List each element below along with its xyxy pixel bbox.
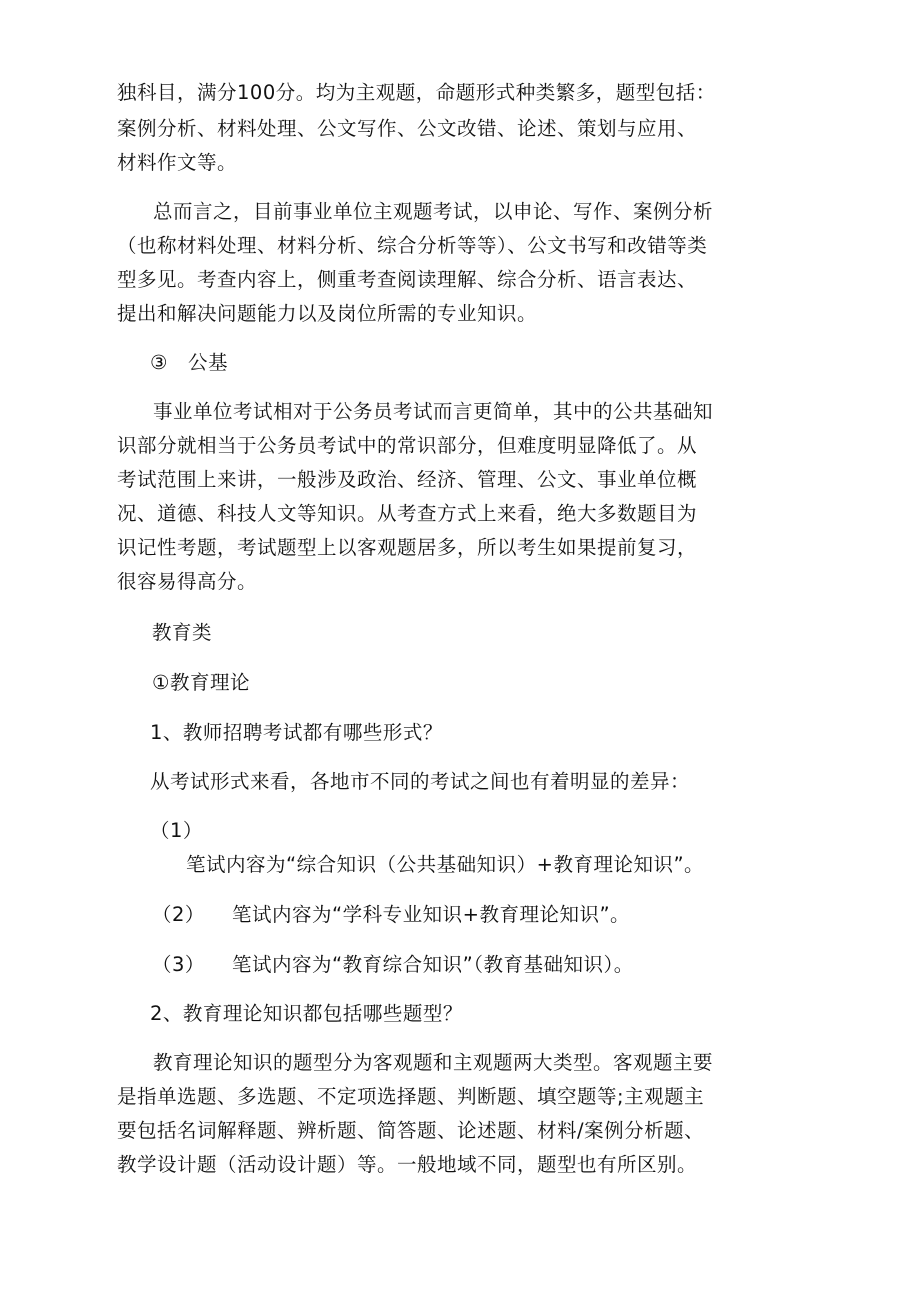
paragraph-4-line-3: 要包括名词解释题、辨析题、简答题、论述题、材料/案例分析题、	[117, 1119, 705, 1142]
paragraph-4-line-2: 是指单选题、多选题、不定项选择题、判断题、填空题等;主观题主	[117, 1085, 705, 1108]
paragraph-2-line-4: 提出和解决问题能力以及岗位所需的专业知识。	[117, 302, 538, 325]
subsection-heading-theory: ①教育理论	[152, 671, 250, 694]
list-item-1-number: （1）	[150, 819, 203, 842]
list-item-1-text: 笔试内容为“综合知识（公共基础知识）+教育理论知识”。	[186, 853, 705, 876]
paragraph-2-line-1: 总而言之，目前事业单位主观题考试，以申论、写作、案例分析	[153, 200, 714, 223]
list-item-2-text: 笔试内容为“学科专业知识+教育理论知识”。	[232, 903, 631, 926]
paragraph-4-line-1: 教育理论知识的题型分为客观题和主观题两大类型。客观题主要	[153, 1051, 714, 1074]
paragraph-2-line-3: 型多见。考查内容上，侧重考查阅读理解、综合分析、语言表达、	[117, 268, 698, 291]
paragraph-4-line-4: 教学设计题（活动设计题）等。一般地域不同，题型也有所区别。	[117, 1153, 698, 1176]
question-1: 1、教师招聘考试都有哪些形式？	[150, 721, 443, 744]
paragraph-1-line-3: 材料作文等。	[117, 151, 238, 174]
paragraph-3-line-6: 很容易得高分。	[117, 570, 258, 593]
section-heading-gongji: ③ 公基	[150, 351, 228, 374]
list-item-3-text: 笔试内容为“教育综合知识”（教育基础知识）。	[232, 953, 634, 976]
paragraph-3-line-1: 事业单位考试相对于公务员考试而言更简单，其中的公共基础知	[153, 400, 714, 423]
paragraph-1-line-2: 案例分析、材料处理、公文写作、公文改错、论述、策划与应用、	[117, 117, 698, 140]
list-item-3-number: （3）	[152, 953, 205, 976]
paragraph-3-line-4: 况、道德、科技人文等知识。从考查方式上来看，绝大多数题目为	[117, 502, 698, 525]
paragraph-1-line-1: 独科目，满分100分。均为主观题，命题形式种类繁多，题型包括：	[117, 81, 716, 104]
paragraph-3-line-5: 识记性考题，考试题型上以客观题居多，所以考生如果提前复习，	[117, 536, 698, 559]
section-heading-education: 教育类	[152, 621, 213, 644]
answer-1-intro: 从考试形式来看，各地市不同的考试之间也有着明显的差异：	[150, 770, 691, 793]
question-2: 2、教育理论知识都包括哪些题型？	[150, 1002, 463, 1025]
paragraph-3-line-2: 识部分就相当于公务员考试中的常识部分，但难度明显降低了。从	[117, 434, 698, 457]
list-item-2-number: （2）	[152, 903, 205, 926]
paragraph-2-line-2: （也称材料处理、材料分析、综合分析等等）、公文书写和改错等类	[117, 234, 708, 257]
paragraph-3-line-3: 考试范围上来讲，一般涉及政治、经济、管理、公文、事业单位概	[117, 468, 698, 491]
